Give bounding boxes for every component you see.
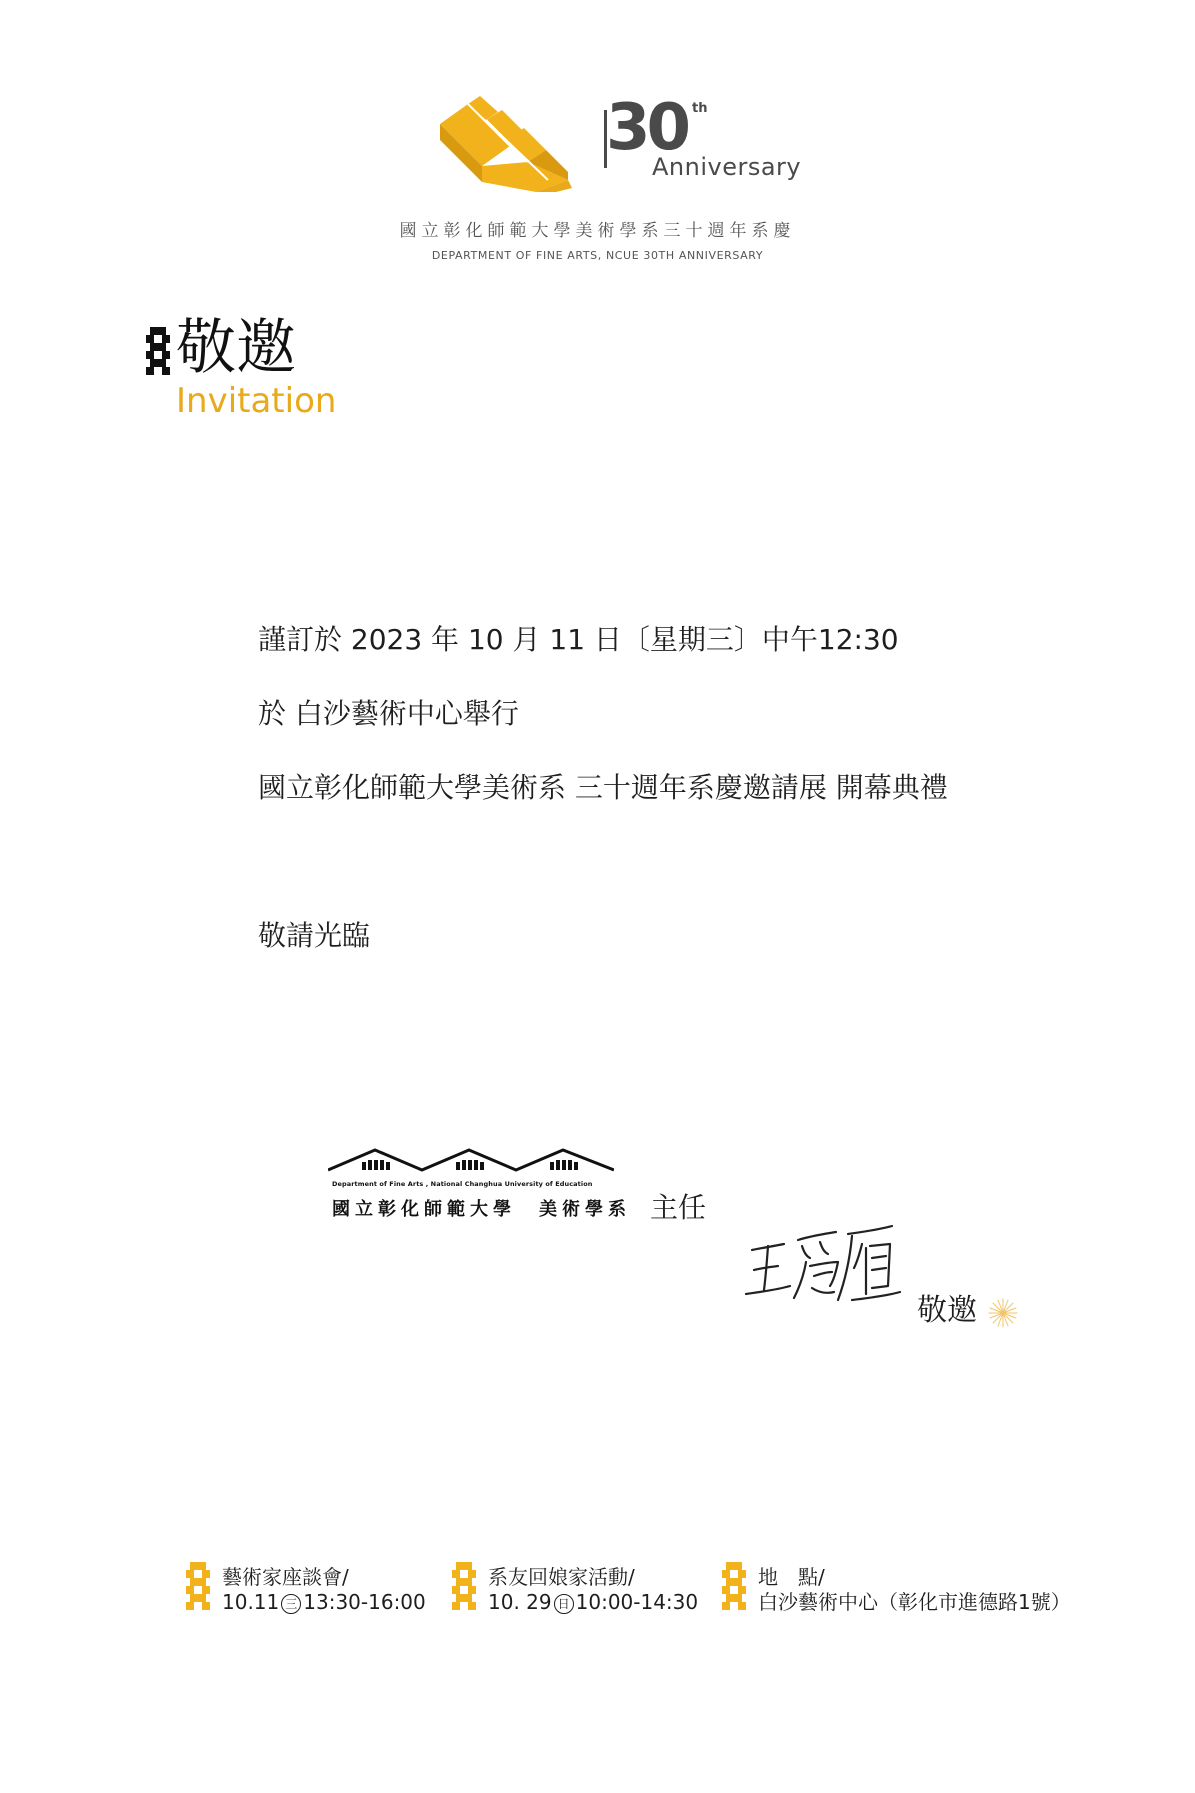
sparkle-icon xyxy=(987,1297,1019,1329)
director-title: 主任 xyxy=(650,1191,707,1224)
anniversary-logo-graphic xyxy=(440,92,590,192)
checker-mark-icon xyxy=(186,1562,210,1610)
handwritten-signature xyxy=(740,1222,910,1307)
department-logo-icon xyxy=(328,1140,614,1176)
footer-venue-label: 地 點/ xyxy=(758,1565,825,1589)
logo-title-en: DEPARTMENT OF FINE ARTS, NCUE 30TH ANNIVERSARY xyxy=(431,249,764,262)
checker-mark-icon xyxy=(146,327,170,375)
closing-request: 敬請光臨 xyxy=(258,919,371,952)
closing-invite: 敬邀 xyxy=(917,1293,977,1328)
checker-mark-icon xyxy=(452,1562,476,1610)
event-datetime: 謹訂於 2023 年 10 月 11 日〔星期三〕中午12:30 xyxy=(258,623,899,656)
footer-alumni-label: 系友回娘家活動/ xyxy=(488,1565,635,1589)
footer-venue-address: 白沙藝術中心（彰化市進德路1號） xyxy=(758,1590,1071,1614)
department-name-zh: 國立彰化師範大學 美術學系 xyxy=(332,1199,631,1220)
logo-superscript: th xyxy=(692,101,708,116)
footer-alumni-schedule: 10. 29 日 10:00-14:30 xyxy=(488,1590,699,1614)
weekday-badge: 日 xyxy=(554,1594,574,1614)
heading-title-zh: 敬邀 xyxy=(176,313,296,383)
heading-title-en: Invitation xyxy=(176,381,337,421)
weekday-badge: 三 xyxy=(281,1594,301,1614)
logo-title-zh: 國立彰化師範大學美術學系三十週年系慶 xyxy=(399,221,796,241)
department-name-en: Department of Fine Arts , National Changhua University of Education xyxy=(332,1180,593,1188)
logo-number: 30 xyxy=(606,91,688,165)
footer-talk-label: 藝術家座談會/ xyxy=(222,1565,349,1589)
event-venue: 於 白沙藝術中心舉行 xyxy=(258,697,519,730)
logo-anniversary-word: Anniversary xyxy=(652,153,802,181)
event-title: 國立彰化師範大學美術系 三十週年系慶邀請展 開幕典禮 xyxy=(258,771,948,804)
footer-talk-schedule: 10.11 三 13:30-16:00 xyxy=(222,1590,426,1614)
checker-mark-icon xyxy=(722,1562,746,1610)
